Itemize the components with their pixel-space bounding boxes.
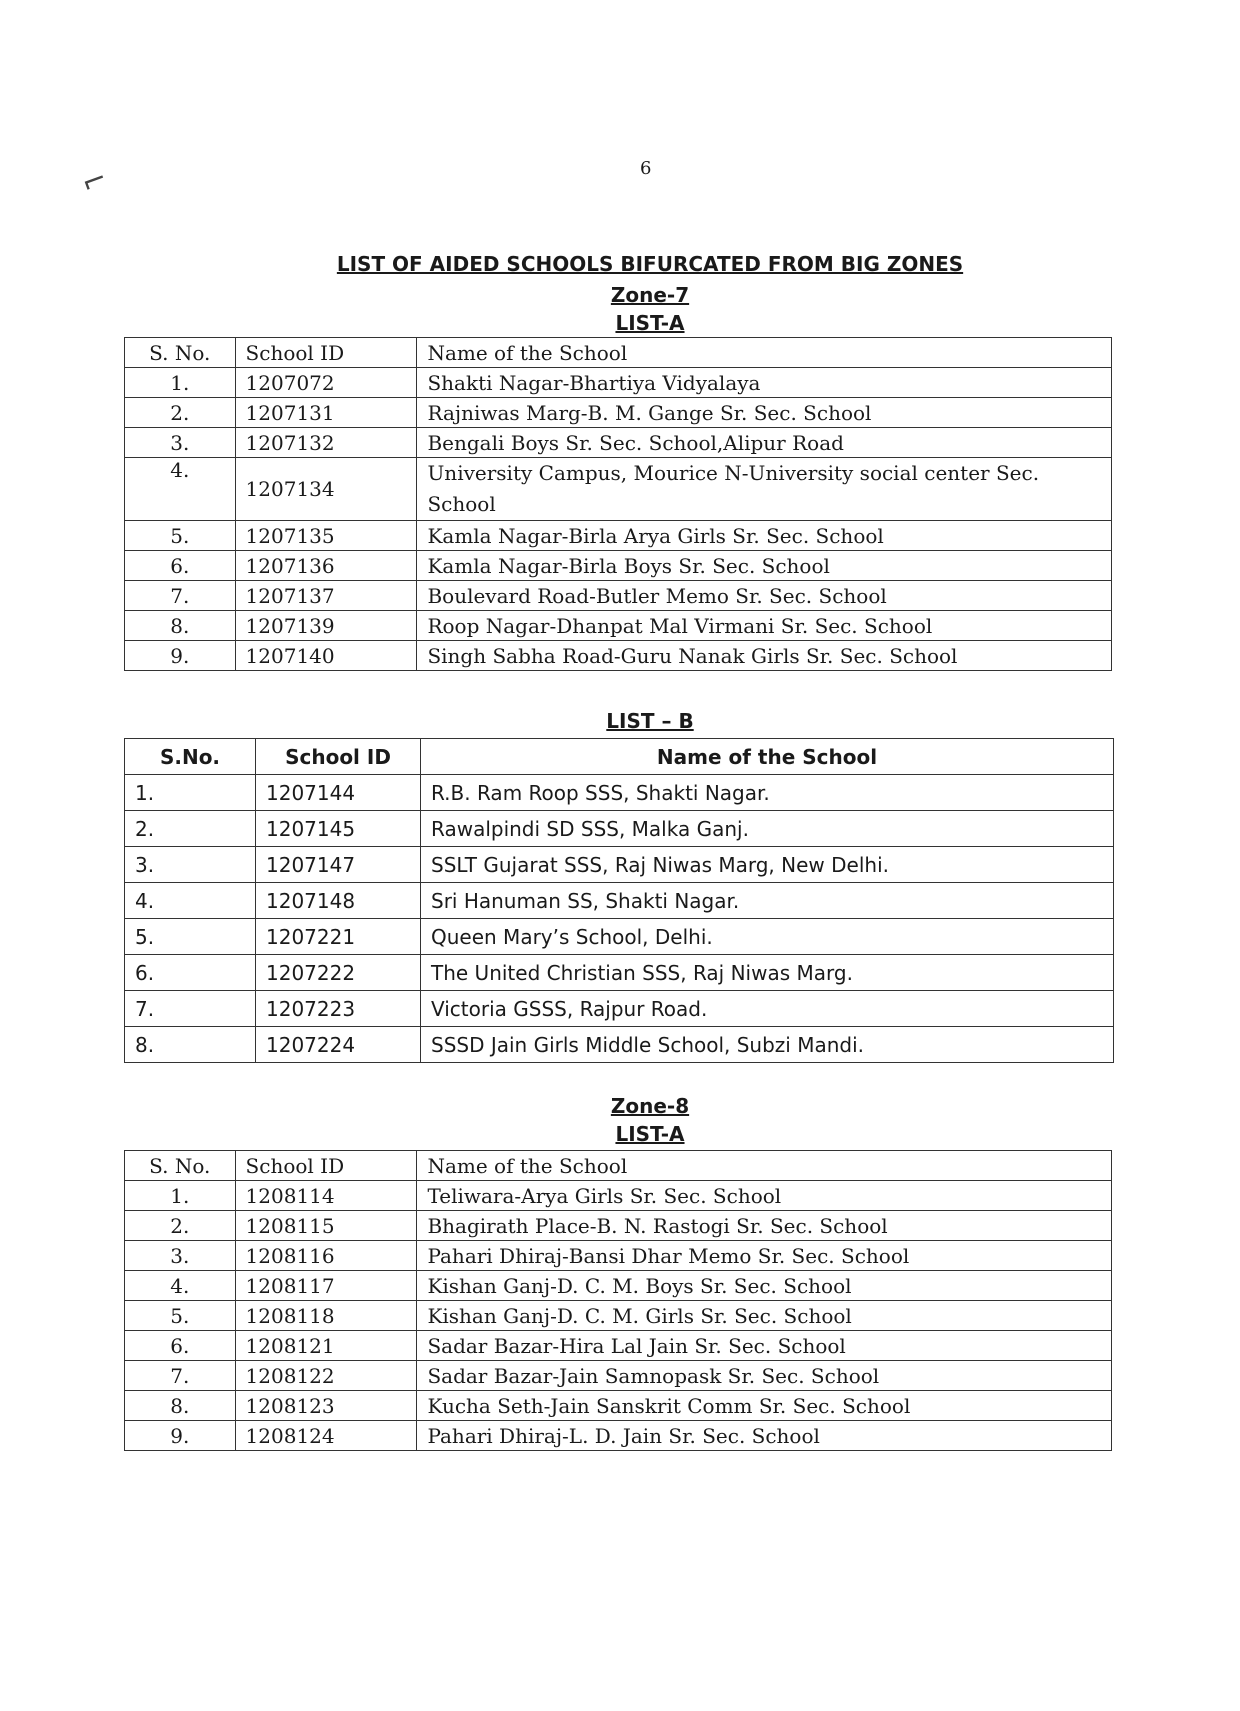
school-name-cell: Singh Sabha Road-Guru Nanak Girls Sr. Sec. School [417, 641, 1112, 671]
table-row [125, 1211, 1112, 1241]
sno-cell: 1. [125, 775, 256, 811]
table-row [125, 1421, 1112, 1451]
zone8-heading: Zone-8 [610, 1094, 690, 1118]
table-row [125, 955, 1114, 991]
zone8-list-a-table [124, 1150, 1112, 1451]
header-school-name: Name of the School [417, 1151, 1112, 1181]
table-header-row [125, 739, 1114, 775]
zone7-list-a-table [124, 337, 1112, 671]
sno-cell: 5. [125, 919, 256, 955]
table-row [125, 611, 1112, 641]
school-id-cell: 1207221 [256, 919, 421, 955]
sno-cell: 2. [125, 811, 256, 847]
sno-cell: 4. [125, 883, 256, 919]
school-id-cell: 1208117 [235, 1271, 417, 1301]
school-name-cell: Bengali Boys Sr. Sec. School,Alipur Road [417, 428, 1112, 458]
school-name-cell: Boulevard Road-Butler Memo Sr. Sec. School [417, 581, 1112, 611]
header-sno: S. No. [125, 338, 236, 368]
school-id-cell: 1207223 [256, 991, 421, 1027]
school-name-cell: Teliwara-Arya Girls Sr. Sec. School [417, 1181, 1112, 1211]
header-school-id: School ID [256, 739, 421, 775]
scan-mark: ⌐ [76, 160, 113, 203]
school-id-cell: 1207144 [256, 775, 421, 811]
zone7-list-a-heading: LIST-A [615, 311, 685, 335]
sno-cell: 3. [125, 847, 256, 883]
table-row [125, 1361, 1112, 1391]
school-name-cell: Kamla Nagar-Birla Arya Girls Sr. Sec. School [417, 521, 1112, 551]
sno-cell: 7. [125, 581, 236, 611]
school-name-cell: Kucha Seth-Jain Sanskrit Comm Sr. Sec. School [417, 1391, 1112, 1421]
school-name-cell: SSSD Jain Girls Middle School, Subzi Mandi. [421, 1027, 1114, 1063]
table-row [125, 398, 1112, 428]
sno-cell: 7. [125, 991, 256, 1027]
table-row [125, 919, 1114, 955]
sno-cell: 4. [125, 458, 236, 521]
sno-cell: 4. [125, 1271, 236, 1301]
school-name-cell: Sadar Bazar-Jain Samnopask Sr. Sec. School [417, 1361, 1112, 1391]
zone7-list-b-heading: LIST – B [606, 709, 694, 733]
school-id-cell: 1207145 [256, 811, 421, 847]
school-id-cell: 1207137 [235, 581, 417, 611]
school-id-cell: 1208123 [235, 1391, 417, 1421]
table-row [125, 811, 1114, 847]
sno-cell: 2. [125, 1211, 236, 1241]
page-number: 6 [640, 158, 652, 179]
school-id-cell: 1207222 [256, 955, 421, 991]
sno-cell: 9. [125, 641, 236, 671]
sno-cell: 6. [125, 955, 256, 991]
table-row [125, 1271, 1112, 1301]
table-row [125, 775, 1114, 811]
school-id-cell: 1208114 [235, 1181, 417, 1211]
sno-cell: 8. [125, 1027, 256, 1063]
sno-cell: 5. [125, 521, 236, 551]
school-name-cell: Roop Nagar-Dhanpat Mal Virmani Sr. Sec. School [417, 611, 1112, 641]
header-school-id: School ID [235, 1151, 417, 1181]
school-id-cell: 1207148 [256, 883, 421, 919]
header-sno: S.No. [125, 739, 256, 775]
header-school-name: Name of the School [417, 338, 1112, 368]
school-name-cell: Pahari Dhiraj-Bansi Dhar Memo Sr. Sec. School [417, 1241, 1112, 1271]
sno-cell: 3. [125, 428, 236, 458]
zone7-heading: Zone-7 [610, 283, 690, 307]
school-id-cell: 1208121 [235, 1331, 417, 1361]
school-id-cell: 1208122 [235, 1361, 417, 1391]
school-name-cell: Rawalpindi SD SSS, Malka Ganj. [421, 811, 1114, 847]
sno-cell: 1. [125, 1181, 236, 1211]
school-id-cell: 1207136 [235, 551, 417, 581]
school-id-cell: 1207139 [235, 611, 417, 641]
school-name-cell: SSLT Gujarat SSS, Raj Niwas Marg, New Delhi. [421, 847, 1114, 883]
school-id-cell: 1207134 [235, 458, 417, 521]
school-id-cell: 1207132 [235, 428, 417, 458]
school-name-cell: University Campus, Mourice N-University social center Sec. School [417, 458, 1112, 521]
sno-cell: 8. [125, 611, 236, 641]
school-name-cell: Pahari Dhiraj-L. D. Jain Sr. Sec. School [417, 1421, 1112, 1451]
table-header-row [125, 338, 1112, 368]
table-row [125, 458, 1112, 521]
sno-cell: 6. [125, 1331, 236, 1361]
school-id-cell: 1208118 [235, 1301, 417, 1331]
school-name-cell: Kishan Ganj-D. C. M. Girls Sr. Sec. School [417, 1301, 1112, 1331]
header-sno: S. No. [125, 1151, 236, 1181]
table-row [125, 1027, 1114, 1063]
school-name-cell: R.B. Ram Roop SSS, Shakti Nagar. [421, 775, 1114, 811]
table-row [125, 847, 1114, 883]
school-id-cell: 1207224 [256, 1027, 421, 1063]
table-row [125, 1301, 1112, 1331]
school-name-cell: Rajniwas Marg-B. M. Gange Sr. Sec. School [417, 398, 1112, 428]
school-id-cell: 1207135 [235, 521, 417, 551]
school-id-cell: 1208124 [235, 1421, 417, 1451]
school-name-cell: Shakti Nagar-Bhartiya Vidyalaya [417, 368, 1112, 398]
school-id-cell: 1207140 [235, 641, 417, 671]
school-name-cell: Victoria GSSS, Rajpur Road. [421, 991, 1114, 1027]
table-row [125, 991, 1114, 1027]
school-name-cell: Kishan Ganj-D. C. M. Boys Sr. Sec. School [417, 1271, 1112, 1301]
table-row [125, 883, 1114, 919]
school-name-cell: Kamla Nagar-Birla Boys Sr. Sec. School [417, 551, 1112, 581]
table-row [125, 428, 1112, 458]
school-name-cell: Bhagirath Place-B. N. Rastogi Sr. Sec. School [417, 1211, 1112, 1241]
sno-cell: 3. [125, 1241, 236, 1271]
sno-cell: 9. [125, 1421, 236, 1451]
table-row [125, 581, 1112, 611]
table-row [125, 1331, 1112, 1361]
table-row [125, 1391, 1112, 1421]
school-name-cell: Sadar Bazar-Hira Lal Jain Sr. Sec. School [417, 1331, 1112, 1361]
school-id-cell: 1207131 [235, 398, 417, 428]
sno-cell: 5. [125, 1301, 236, 1331]
table-row [125, 1241, 1112, 1271]
school-id-cell: 1208115 [235, 1211, 417, 1241]
school-id-cell: 1207147 [256, 847, 421, 883]
sno-cell: 2. [125, 398, 236, 428]
sno-cell: 7. [125, 1361, 236, 1391]
table-row [125, 368, 1112, 398]
school-name-cell: Queen Mary’s School, Delhi. [421, 919, 1114, 955]
table-row [125, 641, 1112, 671]
sno-cell: 8. [125, 1391, 236, 1421]
school-name-cell: Sri Hanuman SS, Shakti Nagar. [421, 883, 1114, 919]
school-name-cell: The United Christian SSS, Raj Niwas Marg. [421, 955, 1114, 991]
sno-cell: 6. [125, 551, 236, 581]
table-header-row [125, 1151, 1112, 1181]
school-id-cell: 1208116 [235, 1241, 417, 1271]
zone8-list-a-heading: LIST-A [615, 1122, 685, 1146]
table-row [125, 1181, 1112, 1211]
header-school-name: Name of the School [421, 739, 1114, 775]
table-row [125, 551, 1112, 581]
table-row [125, 521, 1112, 551]
sno-cell: 1. [125, 368, 236, 398]
header-school-id: School ID [235, 338, 417, 368]
school-id-cell: 1207072 [235, 368, 417, 398]
document-title: LIST OF AIDED SCHOOLS BIFURCATED FROM BIG ZONES [336, 252, 964, 276]
zone7-list-b-table [124, 738, 1114, 1063]
